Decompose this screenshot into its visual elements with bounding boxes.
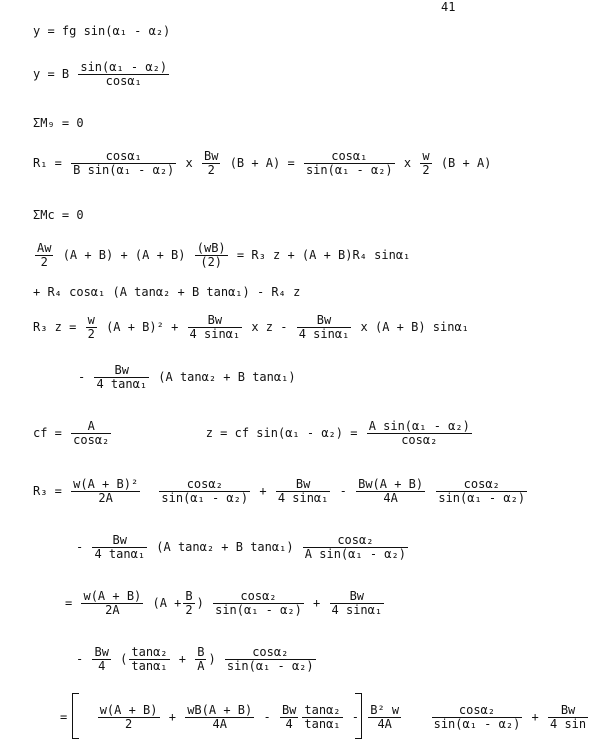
denominator: 4A bbox=[377, 717, 392, 731]
fraction bbox=[548, 704, 588, 731]
denominator: B sin(α₁ - α₂) bbox=[73, 163, 175, 177]
numerator: tanα₂ bbox=[131, 645, 168, 659]
equation-term: ( bbox=[120, 652, 128, 666]
denominator: cosα₂ bbox=[73, 433, 110, 447]
fraction bbox=[302, 704, 342, 731]
fraction bbox=[330, 590, 385, 617]
equation-r1 bbox=[33, 150, 491, 177]
numerator: Bw(A + B) bbox=[358, 477, 424, 491]
numerator: Bw bbox=[330, 590, 385, 604]
equation-moment bbox=[33, 242, 410, 269]
denominator: 4 sinα₁ bbox=[331, 603, 383, 617]
numerator: w(A + B)² bbox=[73, 477, 139, 491]
equation-term: (B + A) = bbox=[229, 156, 295, 170]
operator: + bbox=[178, 652, 186, 666]
numerator: w(A + B) bbox=[99, 703, 158, 717]
equation-lhs: cf = bbox=[33, 426, 62, 440]
fraction bbox=[35, 242, 53, 269]
equation-term: = R₃ z + (A + B)R₄ sinα₁ bbox=[236, 248, 411, 262]
fraction bbox=[225, 646, 316, 673]
denominator: sin(α₁ - α₂) bbox=[226, 659, 314, 673]
equation-term: (A tanα₂ + B tanα₁) bbox=[156, 540, 294, 554]
equation-term: z = cf sin(α₁ - α₂) = bbox=[205, 426, 358, 440]
equation-lhs: R₃ = bbox=[33, 484, 62, 498]
denominator: 4A bbox=[212, 717, 227, 731]
fraction bbox=[202, 150, 220, 177]
numerator: cosα₂ bbox=[432, 704, 523, 718]
equation-term: x z - bbox=[251, 320, 288, 334]
equation-lhs: y = B bbox=[33, 67, 70, 81]
numerator: cosα₂ bbox=[436, 478, 527, 492]
denominator: cosα₁ bbox=[105, 74, 142, 88]
operator: - bbox=[263, 710, 271, 724]
numerator: B bbox=[185, 589, 193, 603]
numerator: tanα₂ bbox=[304, 703, 341, 717]
fraction bbox=[213, 590, 304, 617]
numerator: sin(α₁ - α₂) bbox=[80, 60, 168, 74]
fraction bbox=[98, 704, 160, 731]
equation-r3z-continued bbox=[78, 364, 296, 391]
numerator: Bw bbox=[297, 314, 352, 328]
operator: - bbox=[76, 652, 84, 666]
equation-term: ) bbox=[208, 652, 216, 666]
fraction bbox=[92, 646, 110, 673]
denominator: 4 sinα₁ bbox=[277, 491, 329, 505]
fraction bbox=[81, 590, 143, 617]
numerator: A bbox=[71, 420, 111, 434]
denominator: tanα₁ bbox=[131, 659, 168, 673]
equation-r3-simplified-continued bbox=[76, 646, 318, 673]
numerator: Bw bbox=[94, 645, 109, 659]
operator: x bbox=[185, 156, 193, 170]
numerator: w bbox=[422, 149, 430, 163]
operator: = bbox=[60, 710, 68, 724]
denominator: 2 bbox=[207, 163, 215, 177]
equation-text: ΣMc = 0 bbox=[33, 208, 84, 222]
denominator: 4 sin bbox=[550, 717, 587, 731]
denominator: cosα₂ bbox=[401, 433, 438, 447]
numerator: w bbox=[87, 313, 95, 327]
numerator: Bw bbox=[204, 149, 219, 163]
equation-term: (B + A) bbox=[440, 156, 492, 170]
fraction bbox=[195, 646, 206, 673]
operator: - bbox=[78, 370, 86, 384]
equation-term: (A tanα₂ + B tanα₁) bbox=[158, 370, 296, 384]
denominator: sin(α₁ - α₂) bbox=[215, 603, 302, 617]
denominator: 4 sinα₁ bbox=[298, 327, 350, 341]
denominator: 4 bbox=[285, 717, 293, 731]
equation-r3-continued bbox=[76, 534, 410, 561]
equation-term: (A + bbox=[152, 596, 182, 610]
denominator: 4A bbox=[383, 491, 398, 505]
fraction bbox=[71, 420, 111, 447]
fraction bbox=[195, 242, 228, 269]
denominator: sin(α₁ - α₂) bbox=[433, 717, 521, 731]
fraction bbox=[92, 534, 147, 561]
denominator: 2A bbox=[98, 491, 113, 505]
denominator: (2) bbox=[200, 255, 223, 269]
fraction bbox=[436, 478, 527, 505]
equation-sum-mg bbox=[33, 116, 84, 130]
fraction bbox=[367, 420, 472, 447]
equation-term: ) bbox=[196, 596, 204, 610]
fraction bbox=[183, 590, 194, 617]
denominator: 4 bbox=[98, 659, 106, 673]
equation-cf bbox=[33, 420, 474, 447]
denominator: 2 bbox=[87, 327, 95, 341]
numerator: cosα₂ bbox=[213, 590, 304, 604]
numerator: cosα₁ bbox=[71, 150, 176, 164]
fraction bbox=[276, 478, 331, 505]
numerator: B bbox=[197, 645, 205, 659]
denominator: 4 sinα₁ bbox=[189, 327, 241, 341]
operator: x bbox=[403, 156, 412, 170]
numerator: cosα₂ bbox=[225, 646, 316, 660]
fraction bbox=[71, 150, 176, 177]
operator: = bbox=[65, 596, 73, 610]
equation-text: + R₄ cosα₁ (A tanα₂ + B tanα₁) - R₄ z bbox=[33, 285, 301, 299]
equation-term: x (A + B) sinα₁ bbox=[360, 320, 469, 334]
denominator: A bbox=[197, 659, 205, 673]
fraction bbox=[185, 704, 254, 731]
numerator: Aw bbox=[37, 241, 52, 255]
numerator: cosα₂ bbox=[159, 478, 250, 492]
equation-text: y = fg sin(α₁ - α₂) bbox=[33, 24, 171, 38]
equation-r3-bracketed bbox=[60, 704, 590, 731]
operator: - bbox=[339, 484, 347, 498]
numerator: Bw bbox=[188, 314, 243, 328]
operator: + bbox=[313, 596, 321, 610]
fraction bbox=[94, 364, 149, 391]
equation-r3z bbox=[33, 314, 469, 341]
numerator: (wB) bbox=[196, 241, 226, 255]
numerator: Bw bbox=[548, 704, 588, 718]
equation-text: ΣM₉ = 0 bbox=[33, 116, 84, 130]
fraction bbox=[71, 478, 140, 505]
denominator: sin(α₁ - α₂) bbox=[438, 491, 526, 505]
fraction bbox=[188, 314, 243, 341]
numerator: A sin(α₁ - α₂) bbox=[368, 419, 470, 433]
operator: + bbox=[259, 484, 267, 498]
denominator: 2 bbox=[124, 717, 133, 731]
operator: + bbox=[531, 710, 539, 724]
numerator: wB(A + B) bbox=[187, 703, 253, 717]
numerator: Bw bbox=[92, 534, 147, 548]
denominator: tanα₁ bbox=[304, 717, 341, 731]
fraction bbox=[420, 150, 431, 177]
denominator: sin(α₁ - α₂) bbox=[161, 491, 249, 505]
operator: - bbox=[351, 710, 359, 724]
numerator: cosα₁ bbox=[304, 150, 395, 164]
equation-sum-mc bbox=[33, 208, 84, 222]
fraction bbox=[159, 478, 250, 505]
fraction bbox=[129, 646, 169, 673]
denominator: 4 tanα₁ bbox=[96, 377, 148, 391]
denominator: 4 tanα₁ bbox=[94, 547, 146, 561]
denominator: 2 bbox=[185, 603, 193, 617]
equation-r3-simplified bbox=[65, 590, 386, 617]
fraction bbox=[78, 61, 169, 88]
numerator: B² w bbox=[370, 703, 400, 717]
fraction bbox=[368, 704, 401, 731]
fraction bbox=[356, 478, 425, 505]
denominator: 2 bbox=[422, 163, 430, 177]
denominator: 2A bbox=[105, 603, 120, 617]
equation-lhs: R₃ z = bbox=[33, 320, 77, 334]
page-number: 41 bbox=[441, 0, 456, 14]
numerator: cosα₂ bbox=[303, 534, 408, 548]
fraction bbox=[303, 534, 408, 561]
operator: + bbox=[168, 710, 176, 724]
fraction bbox=[432, 704, 523, 731]
equation-continued bbox=[33, 285, 300, 299]
numerator: Bw bbox=[94, 364, 149, 378]
equation-lhs: R₁ = bbox=[33, 156, 62, 170]
equation-y-fg bbox=[33, 24, 170, 38]
denominator: sin(α₁ - α₂) bbox=[305, 163, 393, 177]
numerator: Bw bbox=[276, 478, 331, 492]
equation-term: (A + B)² + bbox=[106, 320, 179, 334]
equation-term: (A + B) + (A + B) bbox=[62, 248, 186, 262]
denominator: 2 bbox=[40, 255, 48, 269]
fraction bbox=[86, 314, 97, 341]
fraction bbox=[304, 150, 395, 177]
denominator: A sin(α₁ - α₂) bbox=[304, 547, 406, 561]
equation-y-b bbox=[33, 61, 171, 88]
numerator: w(A + B) bbox=[83, 589, 142, 603]
fraction bbox=[280, 704, 298, 731]
equation-r3 bbox=[33, 478, 529, 505]
numerator: Bw bbox=[281, 703, 297, 717]
operator: - bbox=[76, 540, 84, 554]
fraction bbox=[297, 314, 352, 341]
